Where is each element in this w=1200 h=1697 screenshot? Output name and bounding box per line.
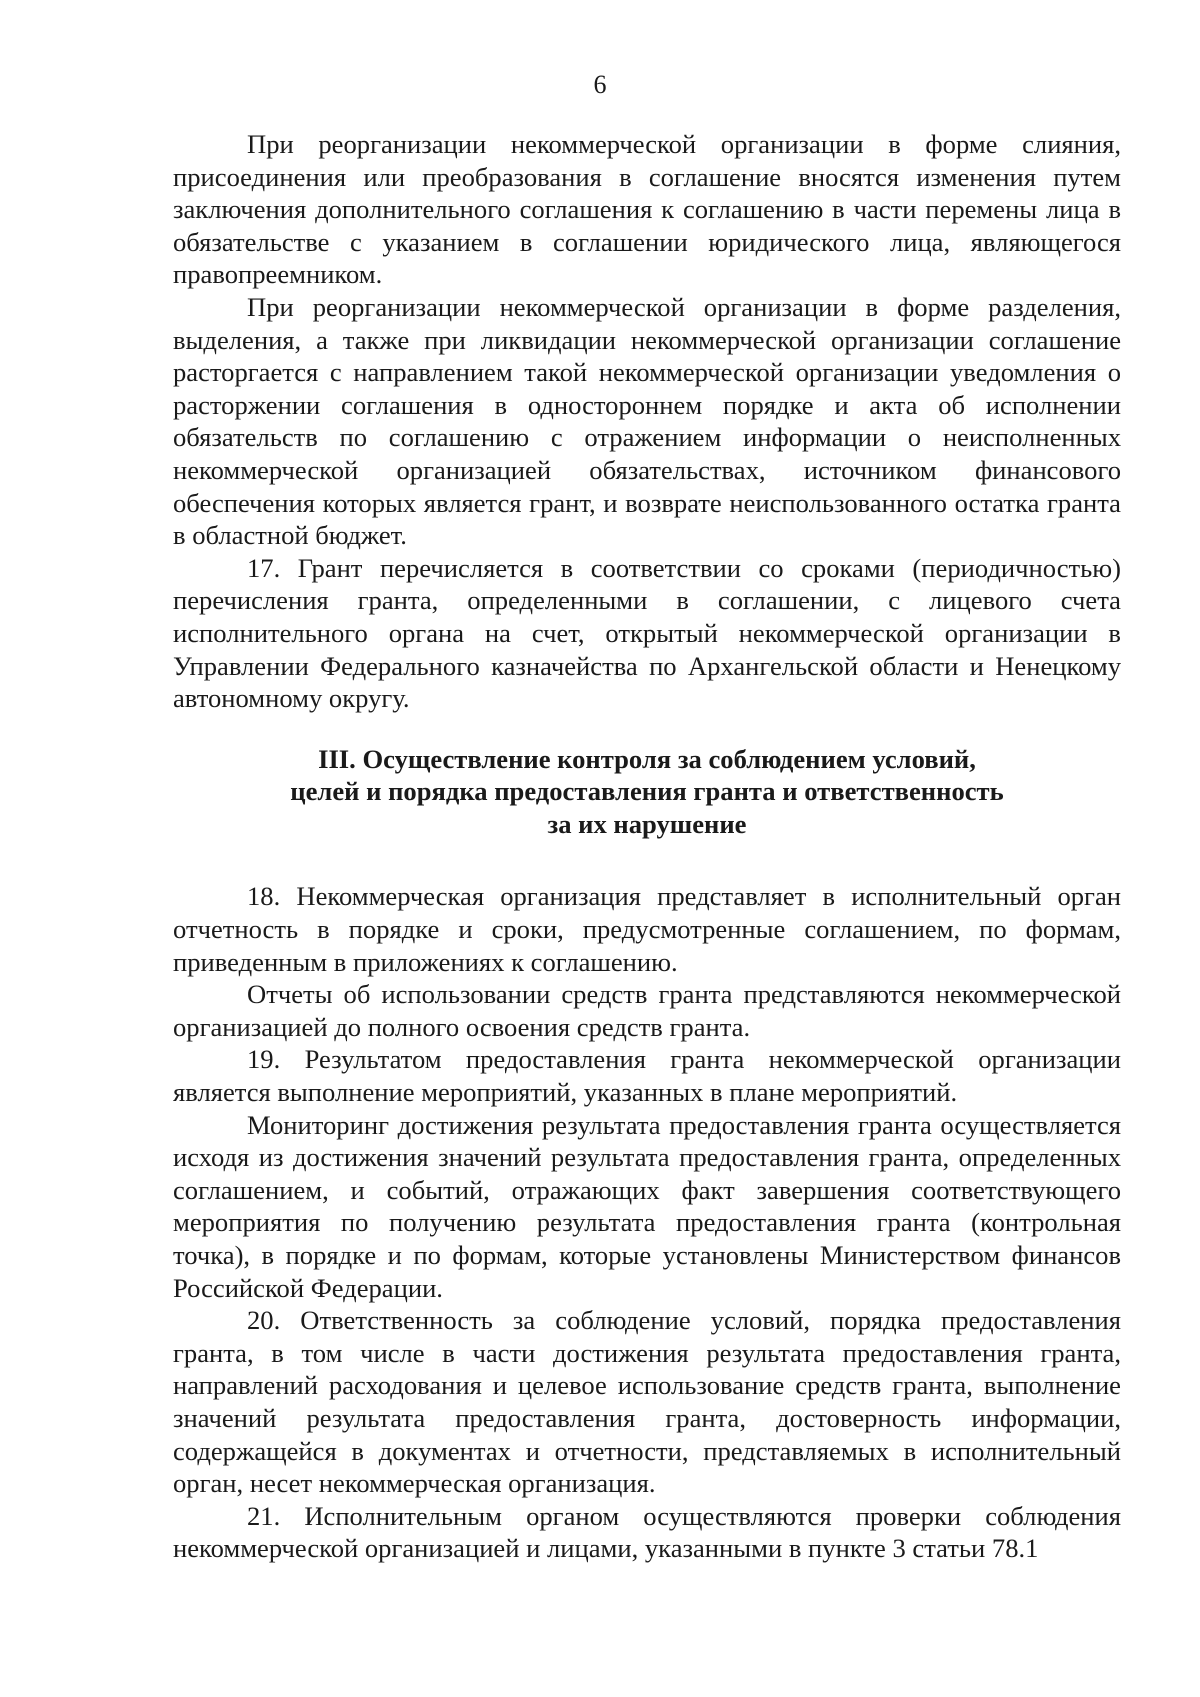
section-heading-line: III. Осуществление контроля за соблюдением условий, [318,743,976,774]
paragraph-20: 20. Ответственность за соблюдение условий, порядка предоставления гранта, в том числе в части достижения результата предоставления гранта, направлений расходования и целевое использование средств гранта, выполнение значений результата предоставления гранта, достоверность информации, содержащейся в документах и отчетности, представляемых в исполнительный орган, несет некоммерческая организация. [173,1305,1121,1499]
paragraph-reorganization-division: При реорганизации некоммерческой организации в форме разделения, выделения, а также при ликвидации некоммерческой организации соглашение расторгается с направлением такой некоммерческой организации уведомления о расторжении соглашения в одностороннем порядке и акта об исполнении обязательств по соглашению с отражением информации о неисполненных некоммерческой организацией обязательствах, источником финансового обеспечения которых является грант, и возврате неиспользованного остатка гранта в областной бюджет. [173,291,1121,551]
paragraph-18: 18. Некоммерческая организация представляет в исполнительный орган отчетность в порядке и сроки, предусмотренные соглашением, по формам, приведенным в приложениях к соглашению. [173,881,1121,977]
document-body [173,128,1121,1565]
paragraph-19: 19. Результатом предоставления гранта некоммерческой организации является выполнение мероприятий, указанных в плане мероприятий. [173,1044,1121,1108]
paragraph-17: 17. Грант перечисляется в соответствии со сроками (периодичностью) перечисления гранта, определенными в соглашении, с лицевого счета исполнительного органа на счет, открытый некоммерческой организации в Управлении Федерального казначейства по Архангельской области и Ненецкому автономному округу. [173,552,1121,714]
section-heading-line: за их нарушение [547,808,747,839]
paragraph-monitoring: Мониторинг достижения результата предоставления гранта осуществляется исходя из достижения значений результата предоставления гранта, определенных соглашением, и событий, отражающих факт завершения соответствующего мероприятия по получению результата предоставления гранта (контрольная точка), в порядке и по формам, которые установлены Министерством финансов Российской Федерации. [173,1109,1121,1303]
section-heading [173,743,1121,841]
page-number: 6 [593,70,607,99]
paragraph-reports: Отчеты об использовании средств гранта представляются некоммерческой организацией до полного освоения средств гранта. [173,979,1121,1042]
paragraph-reorganization-merger: При реорганизации некоммерческой организации в форме слияния, присоединения или преобразования в соглашение вносятся изменения путем заключения дополнительного соглашения к соглашению в части перемены лица в обязательстве с указанием в соглашении юридического лица, являющегося правопреемником. [173,129,1121,290]
section-heading-line: целей и порядка предоставления гранта и ответственность [290,776,1004,807]
paragraph-21: 21. Исполнительным органом осуществляются проверки соблюдения некоммерческой организацией и лицами, указанными в пункте 3 статьи 78.1 [173,1500,1121,1564]
